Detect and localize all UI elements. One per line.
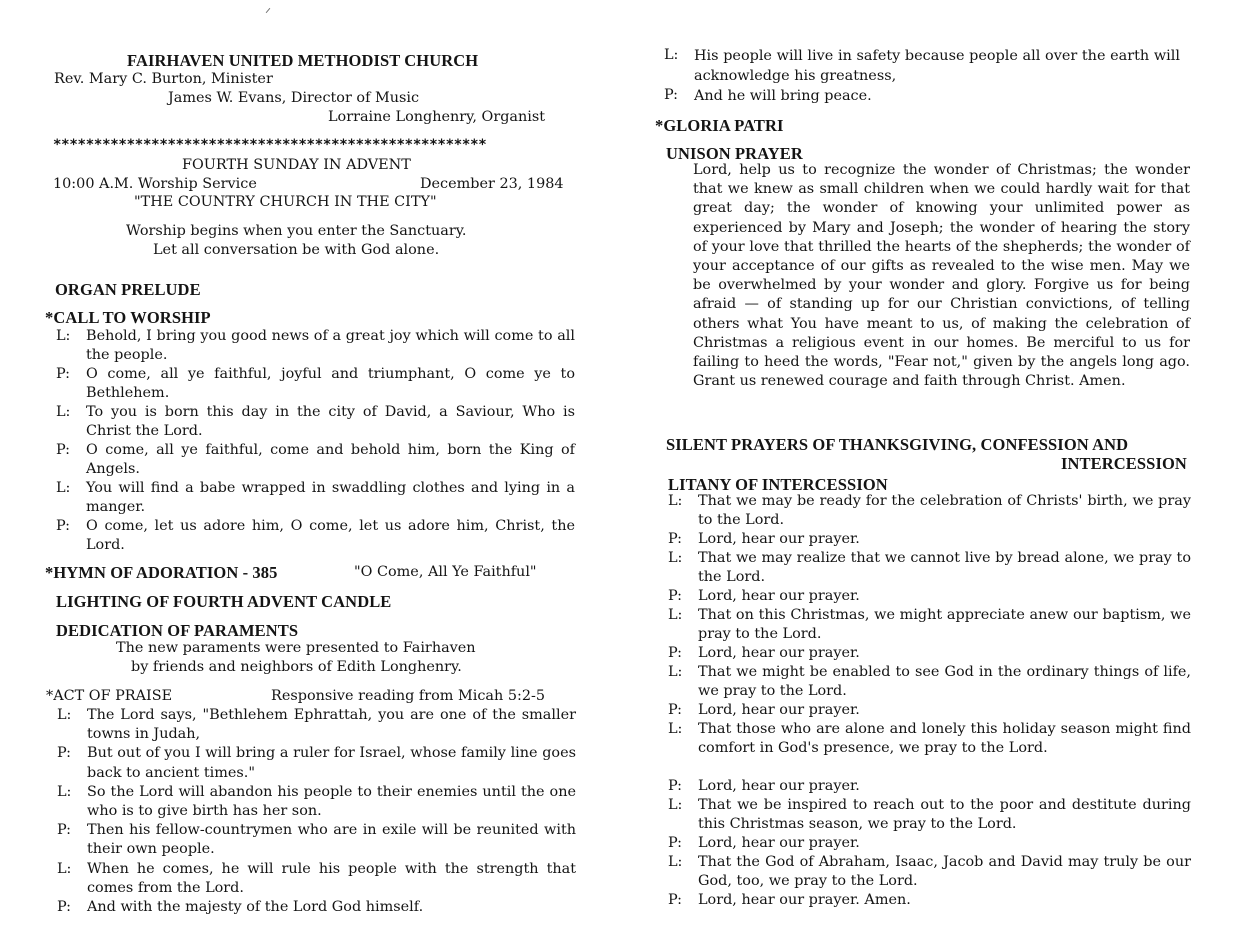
hymn-name: "O Come, All Ye Faithful": [354, 564, 537, 580]
service-time: 10:00 A.M. Worship Service: [53, 176, 257, 192]
responsive-text: O come, let us adore him, O come, let us adore him, Christ, the Lord.: [86, 518, 575, 553]
candle-heading: LIGHTING OF FOURTH ADVENT CANDLE: [56, 592, 392, 611]
responsive-line: [56, 441, 575, 479]
speaker-label: L:: [664, 47, 679, 63]
paraments-line-2: by friends and neighbors of Edith Longhenry.: [131, 659, 462, 675]
speaker-label: P:: [57, 899, 72, 915]
gloria-patri-heading: *GLORIA PATRI: [655, 116, 784, 135]
responsive-line: [668, 587, 1191, 606]
speaker-label: L:: [56, 328, 71, 344]
responsive-text: Lord, hear our prayer.: [698, 778, 860, 794]
paraments-line-1: The new paraments were presented to Fairhaven: [116, 640, 476, 656]
service-theme: "THE COUNTRY CHURCH IN THE CITY": [134, 194, 437, 210]
responsive-text: Lord, hear our prayer.: [698, 645, 860, 661]
responsive-text: That we be inspired to reach out to the poor and destitute during this Christmas season, we pray to the Lord.: [698, 797, 1191, 832]
responsive-text: Then his fellow-countrymen who are in exile will be reunited with their own people.: [87, 822, 576, 858]
unison-prayer-heading: UNISON PRAYER: [666, 144, 803, 163]
responsive-text: But out of you I will bring a ruler for Israel, whose family line goes back to ancient times.": [87, 745, 576, 781]
paraments-heading: DEDICATION OF PARAMENTS: [56, 621, 299, 640]
responsive-line: [56, 327, 575, 365]
responsive-text: You will find a babe wrapped in swaddling clothes and lying in a manger.: [86, 480, 575, 515]
responsive-line: [668, 663, 1191, 701]
responsive-text: That we may be ready for the celebration of Christs' birth, we pray to the Lord.: [698, 493, 1191, 528]
sunday-title: FOURTH SUNDAY IN ADVENT: [182, 157, 411, 173]
responsive-line: [56, 365, 575, 403]
speaker-label: P:: [56, 366, 71, 382]
responsive-line: [664, 86, 1180, 106]
speaker-label: P:: [668, 778, 683, 794]
hymn-heading: *HYMN OF ADORATION - 385: [45, 563, 278, 582]
responsive-line: [56, 517, 575, 555]
responsive-text: The Lord says, "Bethlehem Ephrattah, you are one of the smaller towns in Judah,: [87, 707, 576, 743]
speaker-label: P:: [668, 645, 683, 661]
act-of-praise-heading: *ACT OF PRAISE: [46, 688, 173, 704]
speaker-label: P:: [668, 892, 683, 908]
speaker-label: P:: [56, 518, 71, 534]
responsive-text: That those who are alone and lonely this holiday season might find comfort in God's presence, we pray to the Lord.: [698, 721, 1191, 756]
responsive-line: [668, 701, 1191, 720]
speaker-label: P:: [668, 531, 683, 547]
act-of-praise-reading: Responsive reading from Micah 5:2-5: [271, 688, 546, 704]
worship-note-2: Let all conversation be with God alone.: [153, 242, 440, 258]
speaker-label: P:: [668, 702, 683, 718]
responsive-line: [668, 777, 1191, 796]
organist: Lorraine Longhenry, Organist: [328, 109, 546, 125]
responsive-text: To you is born this day in the city of David, a Saviour, Who is Christ the Lord.: [86, 404, 575, 439]
speaker-label: L:: [668, 607, 683, 623]
responsive-text: That we might be enabled to see God in the ordinary things of life, we pray to the Lord.: [698, 664, 1191, 699]
speaker-label: L:: [56, 404, 71, 420]
responsive-line: [668, 492, 1191, 530]
speaker-label: L:: [668, 664, 683, 680]
responsive-text: Lord, hear our prayer.: [698, 702, 860, 718]
responsive-line: [668, 834, 1191, 853]
responsive-line: [668, 853, 1191, 891]
speaker-label: P:: [57, 745, 72, 762]
responsive-line: [57, 744, 576, 782]
organ-prelude-heading: ORGAN PRELUDE: [55, 280, 201, 299]
music-director: James W. Evans, Director of Music: [168, 90, 420, 106]
responsive-text: Lord, hear our prayer. Amen.: [698, 892, 911, 908]
responsive-line: [668, 530, 1191, 549]
speaker-label: L:: [57, 860, 72, 877]
responsive-line: [668, 549, 1191, 587]
litany-heading: LITANY OF INTERCESSION: [668, 475, 888, 494]
responsive-text: Lord, hear our prayer.: [698, 588, 860, 604]
responsive-text: So the Lord will abandon his people to their enemies until the one who is to give birth has her son.: [87, 783, 576, 819]
divider: *****************************************************: [53, 137, 487, 153]
speaker-label: P:: [668, 835, 683, 851]
speaker-label: P:: [664, 87, 679, 103]
responsive-line: [664, 46, 1180, 86]
speaker-label: L:: [56, 480, 71, 496]
responsive-line: [57, 821, 576, 859]
speaker-label: L:: [668, 550, 683, 566]
speaker-label: P:: [56, 442, 71, 458]
stray-pen-mark: [266, 8, 271, 13]
responsive-text: And with the majesty of the Lord God himself.: [87, 899, 424, 915]
minister: Rev. Mary C. Burton, Minister: [54, 71, 273, 87]
speaker-label: L:: [668, 493, 683, 509]
responsive-line: [668, 606, 1191, 644]
speaker-label: L:: [668, 797, 683, 813]
responsive-text: Lord, hear our prayer.: [698, 835, 860, 851]
responsive-text: His people will live in safety because people all over the earth will acknowledge his greatness,: [694, 48, 1180, 84]
speaker-label: L:: [57, 783, 72, 800]
speaker-label: P:: [57, 822, 72, 839]
responsive-line: [56, 403, 575, 441]
call-to-worship-heading: *CALL TO WORSHIP: [45, 308, 211, 327]
responsive-line: [57, 898, 576, 917]
unison-prayer-text: Lord, help us to recognize the wonder of Christmas; the wonder that we knew as small children when we could hardly wait for that great day; the wonder of knowing your unlimited power as experienced by Mary and Joseph; the wonder of hearing the story of your love that thrilled the hearts of the shepherds; the wonder of your acceptance of our gifts as revealed to the wise men. May we be overwhelmed by your wonder and glory. Forgive us for being afraid — of standing up for our Christian convictions, of telling others what You have meant to us, of making the celebration of Christmas a religious event in our homes. Be merciful to us for failing to heed the words, "Fear not," given by the angels long ago. Grant us renewed courage and faith through Christ. Amen.: [693, 162, 1190, 390]
responsive-line: [57, 860, 576, 898]
responsive-line: [668, 796, 1191, 834]
church-name: FAIRHAVEN UNITED METHODIST CHURCH: [127, 51, 479, 70]
speaker-label: L:: [668, 721, 683, 737]
speaker-label: L:: [668, 854, 683, 870]
silent-prayers-heading-2: INTERCESSION: [1061, 454, 1187, 473]
responsive-line: [57, 783, 576, 821]
responsive-text: And he will bring peace.: [694, 88, 872, 104]
silent-prayers-heading-1: SILENT PRAYERS OF THANKSGIVING, CONFESSION AND: [666, 435, 1129, 454]
responsive-text: O come, all ye faithful, joyful and triumphant, O come ye to Bethlehem.: [86, 366, 575, 401]
responsive-text: Behold, I bring you good news of a great joy which will come to all the people.: [86, 328, 575, 363]
responsive-text: O come, all ye faithful, come and behold him, born the King of Angels.: [86, 442, 575, 477]
responsive-line: [668, 891, 1191, 910]
responsive-line: [668, 720, 1191, 777]
responsive-text: Lord, hear our prayer.: [698, 531, 860, 547]
worship-note-1: Worship begins when you enter the Sanctuary.: [126, 223, 467, 239]
responsive-text: That the God of Abraham, Isaac, Jacob and David may truly be our God, too, we pray to the Lord.: [698, 854, 1191, 889]
responsive-line: [56, 479, 575, 517]
speaker-label: P:: [668, 588, 683, 604]
responsive-line: [668, 644, 1191, 663]
responsive-text: That we may realize that we cannot live by bread alone, we pray to the Lord.: [698, 550, 1191, 585]
responsive-text: When he comes, he will rule his people with the strength that comes from the Lord.: [87, 860, 576, 896]
service-date: December 23, 1984: [420, 176, 564, 192]
responsive-line: [57, 706, 576, 744]
responsive-text: That on this Christmas, we might appreciate anew our baptism, we pray to the Lord.: [698, 607, 1191, 642]
speaker-label: L:: [57, 707, 72, 723]
